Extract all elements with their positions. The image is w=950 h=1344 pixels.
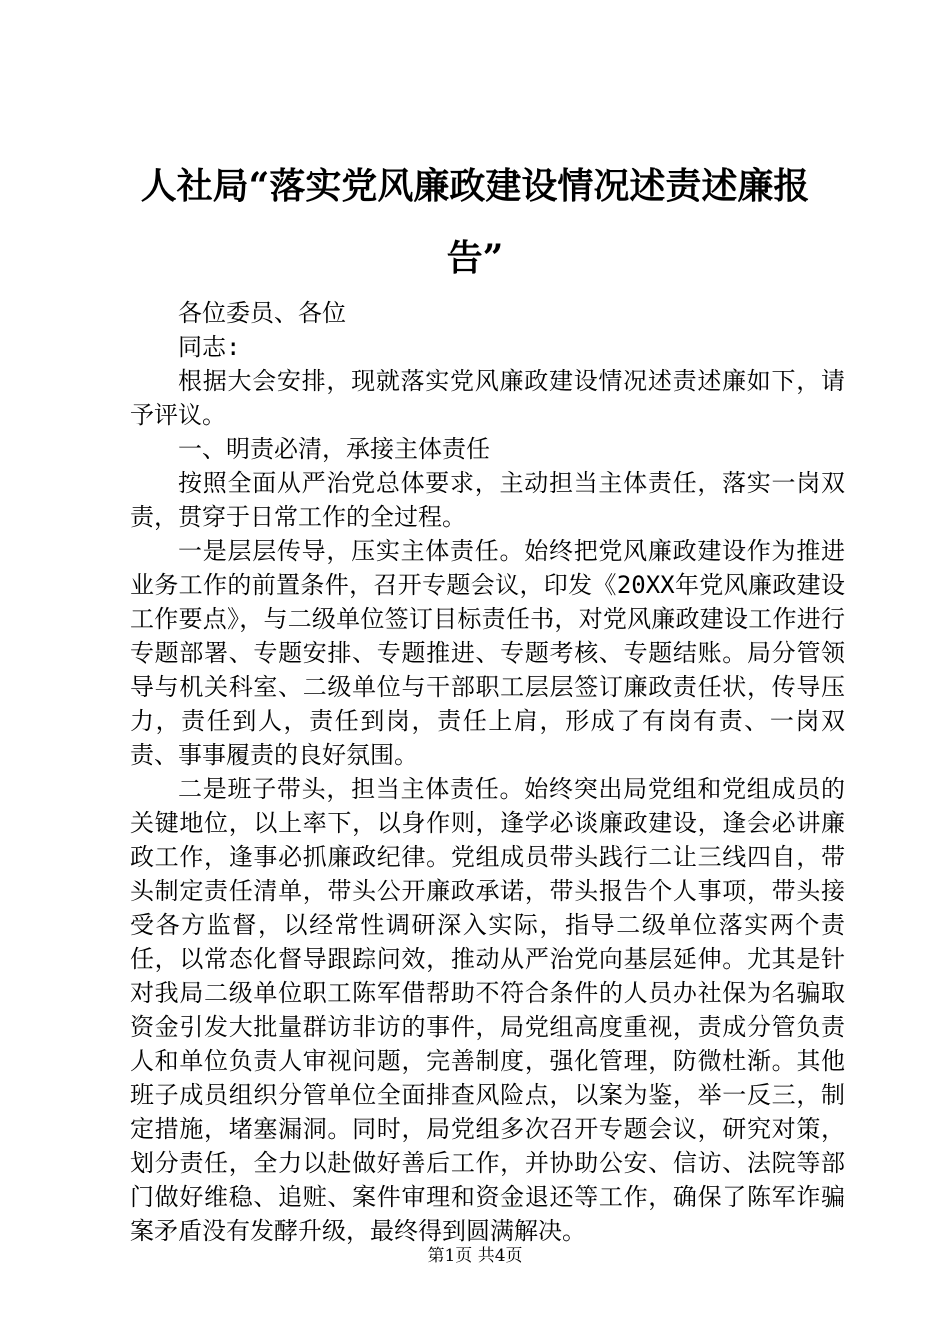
body-paragraph: 按照全面从严治党总体要求，主动担当主体责任，落实一岗双责，贯穿于日常工作的全过程。: [130, 469, 845, 531]
page-number: 第1页 共4页: [427, 1246, 523, 1266]
body-paragraph: 一是层层传导，压实主体责任。始终把党风廉政建设作为推进业务工作的前置条件，召开专题会议，印发《20XX年党风廉政建设工作要点》，与二级单位签订目标责任书，对党风廉政建设工作进行专题部署、专题安排、专题推进、专题考核、专题结账。局分管领导与机关科室、二级单位与干部职工层层签订廉政责任状，传导压力，责任到人，责任到岗，责任上肩，形成了有岗有责、一岗双责、事事履责的良好氛围。: [130, 537, 845, 769]
salutation-line-2: 同志:: [178, 333, 241, 361]
body-paragraph: 二是班子带头，担当主体责任。始终突出局党组和党组成员的关键地位，以上率下，以身作则，逢学必谈廉政建设，逢会必讲廉政工作，逢事必抓廉政纪律。党组成员带头践行二让三线四自，带头制定责任清单，带头公开廉政承诺，带头报告个人事项，带头接受各方监督，以经常性调研深入实际，指导二级单位落实两个责任，以常态化督导跟踪问效，推动从严治党向基层延伸。尤其是针对我局二级单位职工陈军借帮助不符合条件的人员办社保为名骗取资金引发大批量群访非访的事件，局党组高度重视，责成分管负责人和单位负责人审视问题，完善制度，强化管理，防微杜渐。其他班子成员组织分管单位全面排查风险点，以案为鉴，举一反三，制定措施，堵塞漏洞。同时，局党组多次召开专题会议，研究对策，划分责任，全力以赴做好善后工作，并协助公安、信访、法院等部门做好维稳、追赃、案件审理和资金退还等工作，确保了陈军诈骗案矛盾没有发酵升级，最终得到圆满解决。: [130, 775, 845, 1245]
intro-paragraph: 根据大会安排，现就落实党风廉政建设情况述责述廉如下，请予评议。: [130, 367, 845, 429]
document-title: 人社局“落实党风廉政建设情况述责述廉报告”: [140, 165, 810, 279]
document-body: [130, 296, 845, 1248]
section-heading-1: 一、明责必清，承接主体责任: [178, 435, 490, 463]
salutation-line-1: 各位委员、各位: [178, 299, 346, 327]
